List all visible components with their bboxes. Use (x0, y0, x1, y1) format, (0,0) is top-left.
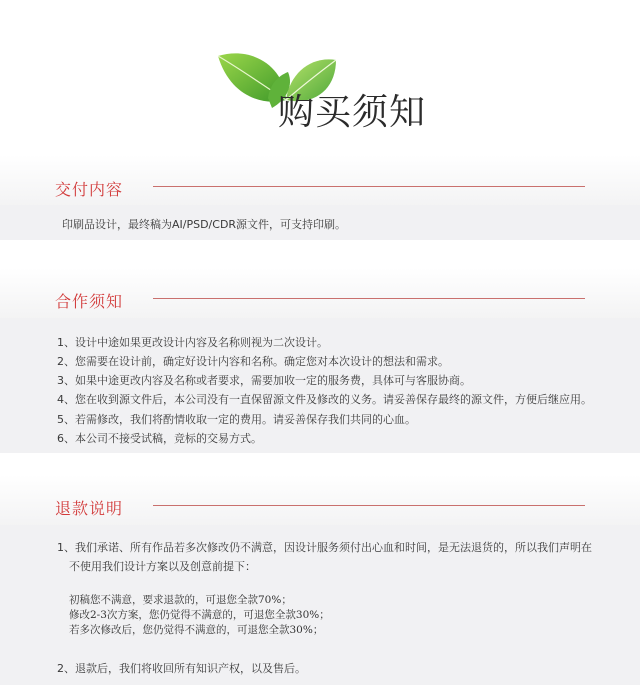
refund-item-1-line-1: 1、我们承诺、所有作品若多次修改仍不满意，因设计服务须付出心血和时间，是无法退货的，所以我们声明在 (57, 541, 592, 554)
delivery-text: 印刷品设计，最终稿为AI/PSD/CDR源文件，可支持印刷。 (62, 218, 347, 231)
refund-term: 修改2-3次方案，您仍觉得不满意的，可退您全款30%； (69, 609, 330, 621)
page-header (0, 0, 640, 145)
refund-section-title: 退款说明 (55, 499, 124, 518)
list-item: 2、您需要在设计前，确定好设计内容和名称。确定您对本次设计的想法和需求。 (57, 355, 449, 368)
list-item: 3、如果中途更改内容及名称或者要求，需要加收一定的服务费，具体可与客服协商。 (57, 374, 471, 387)
refund-term: 若多次修改后，您仍觉得不满意的，可退您全款30%； (69, 624, 324, 636)
list-item: 1、设计中途如果更改设计内容及名称则视为二次设计。 (57, 336, 328, 349)
list-item: 5、若需修改，我们将酌情收取一定的费用。请妥善保存我们共同的心血。 (57, 413, 416, 426)
page-title: 购买须知 (278, 92, 427, 133)
cooperation-section-title: 合作须知 (55, 292, 124, 311)
delivery-section-title: 交付内容 (55, 180, 124, 199)
list-item: 4、您在收到源文件后，本公司没有一直保留源文件及修改的义务。请妥善保存最终的源文件，方便后继应用。 (57, 393, 592, 406)
refund-item-2: 2、退款后，我们将收回所有知识产权，以及售后。 (57, 662, 306, 675)
refund-term: 初稿您不满意，要求退款的，可退您全款70%； (69, 594, 292, 606)
list-item: 6、本公司不接受试稿，竞标的交易方式。 (57, 432, 262, 445)
cooperation-section-body (0, 318, 640, 453)
delivery-section-body (0, 205, 640, 240)
section-divider (153, 186, 585, 187)
section-divider (153, 505, 585, 506)
refund-section-body (0, 525, 640, 685)
section-divider (153, 298, 585, 299)
refund-item-1-line-2: 不使用我们设计方案以及创意前提下： (69, 560, 256, 573)
